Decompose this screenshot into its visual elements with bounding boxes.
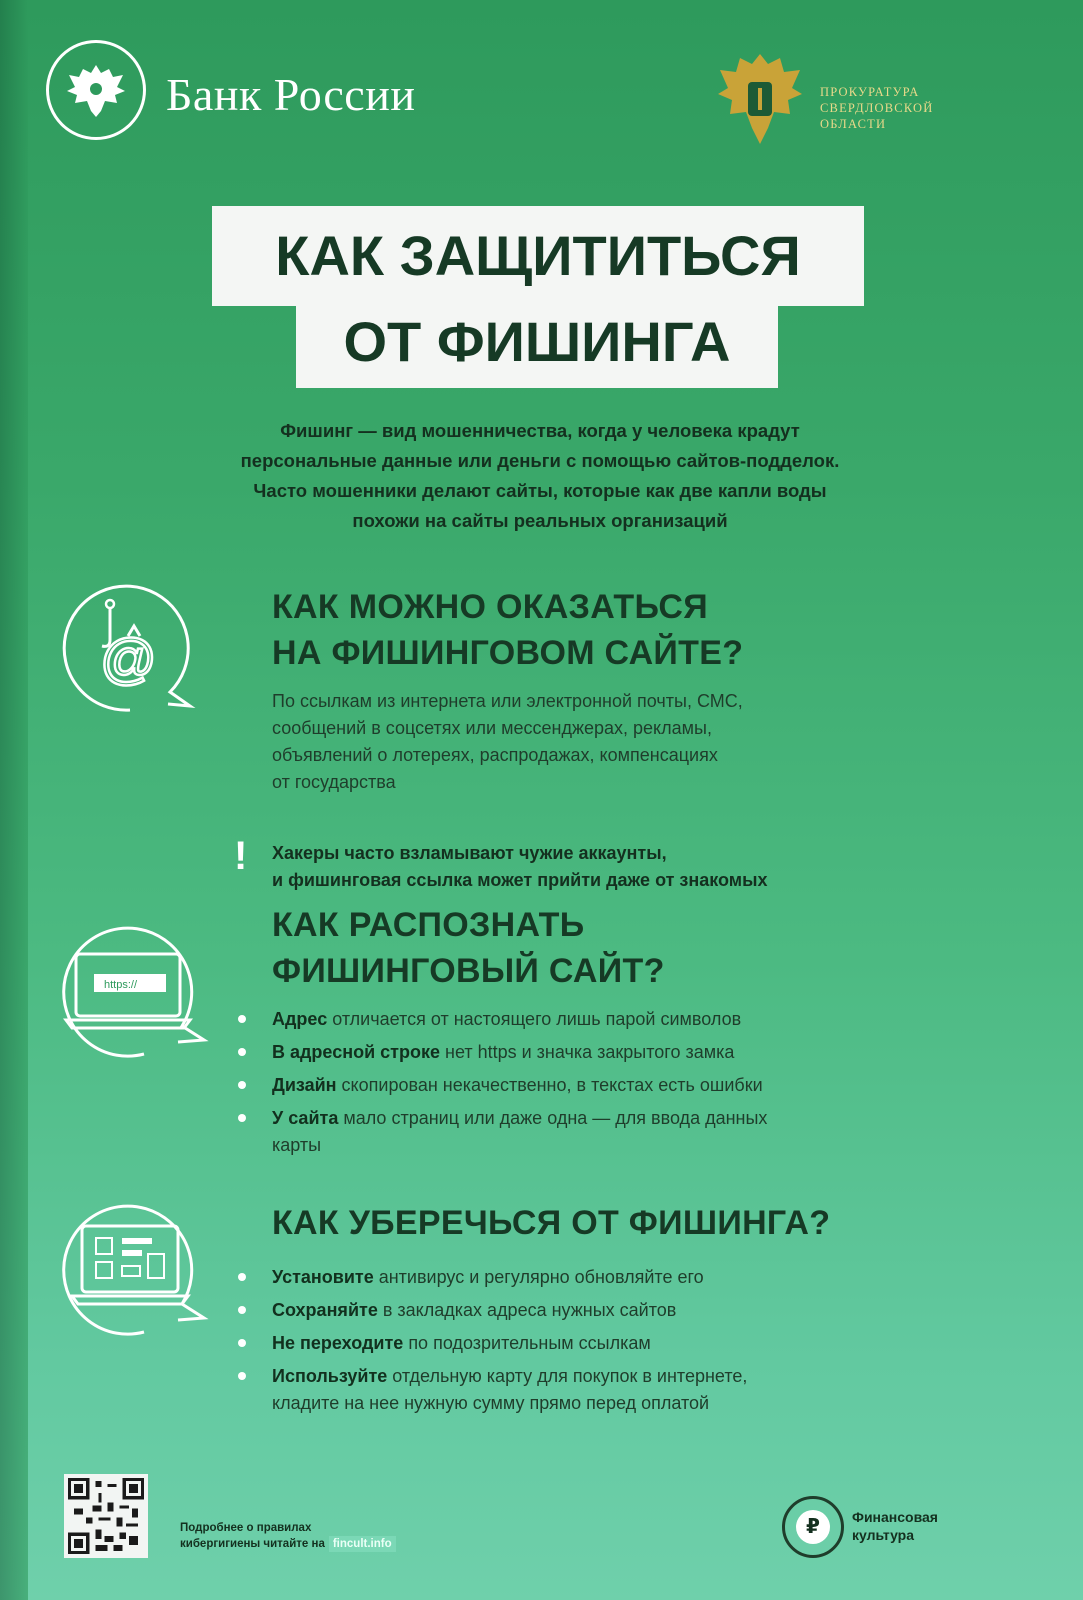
bullet-icon bbox=[238, 1372, 246, 1380]
prosecutor-line-2: СВЕРДЛОВСКОЙ bbox=[820, 101, 934, 115]
section-1-title bbox=[272, 584, 743, 676]
protect-list bbox=[272, 1264, 747, 1423]
brand-line-1: Финансовая bbox=[852, 1509, 938, 1525]
email-hook-icon bbox=[40, 580, 210, 730]
list-item: Не переходите по подозрительным ссылкам bbox=[272, 1330, 747, 1357]
prosecutor-line-3: ОБЛАСТИ bbox=[820, 117, 887, 131]
list-item: У сайта мало страниц или даже одна — для ввода данных карты bbox=[272, 1105, 767, 1159]
bullet-icon bbox=[238, 1306, 246, 1314]
bank-name: Банк России bbox=[166, 69, 416, 120]
section-2-title-line: ФИШИНГОВЫЙ САЙТ? bbox=[272, 952, 665, 990]
section-2-title-line: КАК РАСПОЗНАТЬ bbox=[272, 906, 585, 944]
bullet-icon bbox=[238, 1015, 246, 1023]
footer-line-1: Подробнее о правилах bbox=[180, 1522, 312, 1534]
laptop-qr-icon bbox=[44, 1196, 214, 1346]
list-item: Сохраняйте в закладках адреса нужных сайтов bbox=[272, 1297, 747, 1324]
section-1-body-line: объявлений о лотереях, распродажах, компенсациях bbox=[272, 745, 718, 765]
section-1-title-line: НА ФИШИНГОВОМ САЙТЕ? bbox=[272, 634, 744, 672]
footer-line-2: кибергигиены читайте на fincult.info bbox=[180, 1536, 396, 1552]
bank-of-russia-eagle-icon bbox=[46, 40, 146, 140]
https-label: https:// bbox=[104, 979, 138, 991]
note-line: Хакеры часто взламывают чужие аккаунты, bbox=[272, 843, 667, 863]
prosecutor-emblem-icon bbox=[712, 48, 808, 152]
intro-line: персональные данные или деньги с помощью сайтов-подделок. bbox=[240, 450, 840, 471]
section-3-title-line: КАК УБЕРЕЧЬСЯ ОТ ФИШИНГА? bbox=[272, 1204, 831, 1242]
main-title bbox=[212, 206, 864, 386]
list-item: Адрес отличается от настоящего лишь парой символов bbox=[272, 1006, 767, 1033]
financial-culture-logo-icon bbox=[782, 1496, 844, 1558]
fincult-link[interactable]: fincult.info bbox=[329, 1536, 396, 1552]
section-1-body-line: По ссылкам из интернета или электронной почты, СМС, bbox=[272, 691, 743, 711]
svg-text:@: @ bbox=[100, 627, 157, 690]
bullet-icon bbox=[238, 1081, 246, 1089]
exclamation-icon: ! bbox=[234, 834, 248, 878]
footer-more-info bbox=[180, 1520, 396, 1552]
ruble-icon: ₽ bbox=[796, 1510, 830, 1544]
poster-edge bbox=[0, 0, 28, 1600]
section-1-title-line: КАК МОЖНО ОКАЗАТЬСЯ bbox=[272, 588, 708, 626]
bullet-icon bbox=[238, 1114, 246, 1122]
brand-line-2: культура bbox=[852, 1527, 915, 1543]
list-item: Установите антивирус и регулярно обновляйте его bbox=[272, 1264, 747, 1291]
intro-line: Часто мошенники делают сайты, которые как две капли воды bbox=[253, 480, 827, 501]
section-1-body bbox=[272, 688, 743, 796]
list-item: Дизайн скопирован некачественно, в текстах есть ошибки bbox=[272, 1072, 767, 1099]
section-1-body-line: сообщений в соцсетях или мессенджерах, рекламы, bbox=[272, 718, 712, 738]
intro-line: похожи на сайты реальных организаций bbox=[352, 510, 728, 531]
hacker-warning-note bbox=[272, 840, 768, 894]
title-line-2: ОТ ФИШИНГА bbox=[296, 296, 778, 388]
prosecutor-office-name bbox=[820, 84, 990, 132]
intro-paragraph bbox=[100, 416, 980, 536]
title-line-1: КАК ЗАЩИТИТЬСЯ bbox=[212, 206, 864, 306]
recognize-list bbox=[272, 1006, 767, 1165]
section-3-title bbox=[272, 1200, 830, 1246]
note-line: и фишинговая ссылка может прийти даже от знакомых bbox=[272, 870, 768, 890]
bullet-icon bbox=[238, 1339, 246, 1347]
laptop-https-icon bbox=[44, 918, 214, 1068]
prosecutor-line-1: ПРОКУРАТУРА bbox=[820, 85, 920, 99]
intro-line: Фишинг — вид мошенничества, когда у человека крадут bbox=[280, 420, 800, 441]
list-item: В адресной строке нет https и значка закрытого замка bbox=[272, 1039, 767, 1066]
list-item: Используйте отдельную карту для покупок в интернете, кладите на нее нужную сумму прямо перед оплатой bbox=[272, 1363, 747, 1417]
bullet-icon bbox=[238, 1048, 246, 1056]
section-2-title bbox=[272, 902, 665, 994]
financial-culture-brand bbox=[852, 1508, 938, 1544]
bullet-icon bbox=[238, 1273, 246, 1281]
qr-code[interactable] bbox=[64, 1474, 148, 1558]
section-1-body-line: от государства bbox=[272, 772, 396, 792]
